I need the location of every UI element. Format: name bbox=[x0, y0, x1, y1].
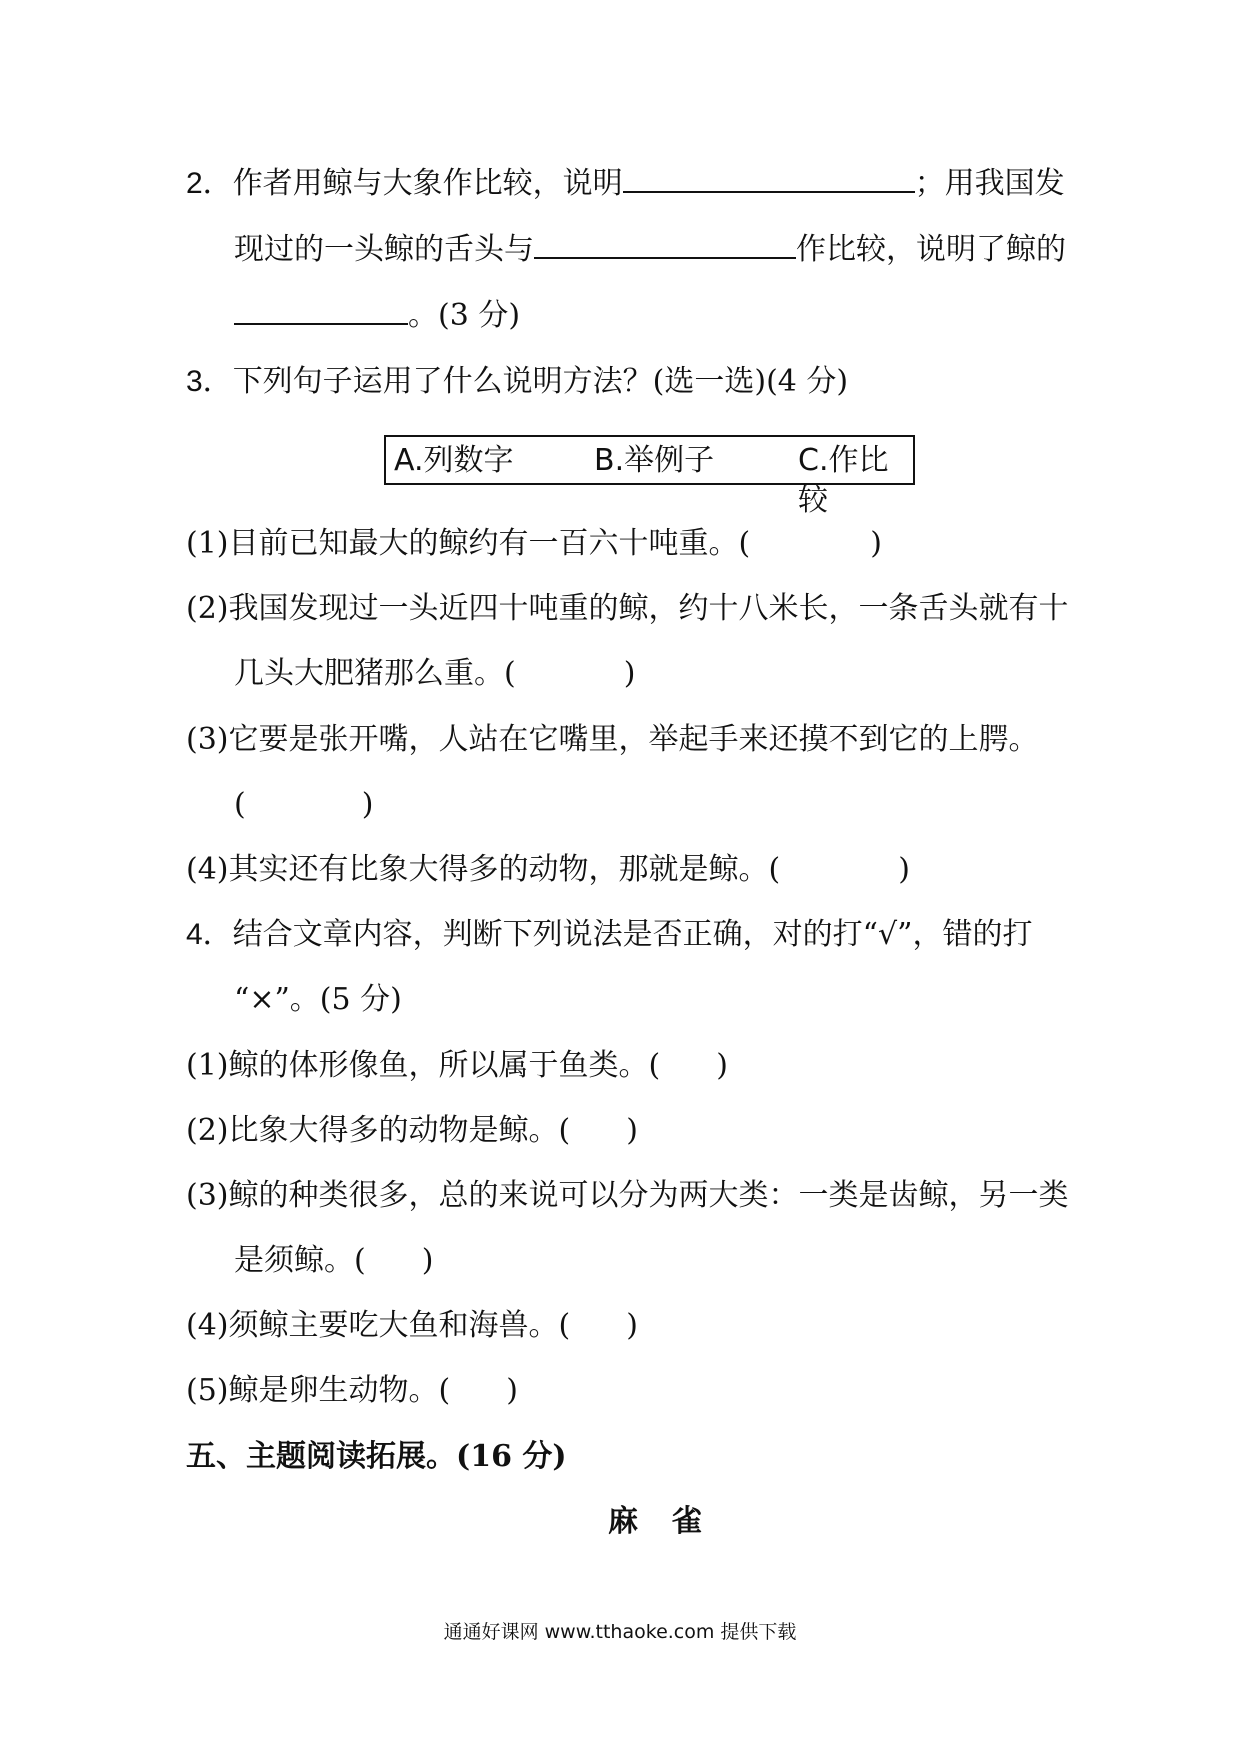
q4-item-5-close: ) bbox=[506, 1373, 518, 1408]
q3-options-box bbox=[384, 435, 915, 518]
q4-heading-1 bbox=[186, 915, 1032, 955]
q2-text-2a: 现过的一头鲸的舌头与 bbox=[234, 232, 534, 267]
q3-item-1-text: (1)目前已知最大的鲸约有一百六十吨重。( bbox=[186, 526, 751, 561]
q2-line-1 bbox=[186, 164, 1065, 204]
q4-heading-2 bbox=[234, 980, 402, 1020]
section-5-heading: 五、主题阅读拓展。(16 分) bbox=[186, 1439, 567, 1474]
q2-blank-3[interactable] bbox=[234, 297, 408, 325]
q4-text-2: “×”。(5 分) bbox=[234, 982, 402, 1017]
q3-number: 3． bbox=[186, 365, 233, 398]
q3-item-3-cont-text: ( bbox=[234, 787, 246, 822]
q4-number: 4． bbox=[186, 918, 233, 951]
q2-line-3 bbox=[234, 296, 520, 336]
q2-number: 2． bbox=[186, 167, 233, 200]
q3-item-2-cont-text: 几头大肥猪那么重。( bbox=[234, 656, 516, 691]
q2-line-2 bbox=[234, 230, 1066, 270]
q4-item-4-text: (4)须鲸主要吃大鱼和海兽。( bbox=[186, 1308, 571, 1343]
q2-text-1b: ；用我国发 bbox=[914, 166, 1065, 201]
q4-item-3-text: (3)鲸的种类很多，总的来说可以分为两大类：一类是齿鲸，另一类 bbox=[186, 1178, 1069, 1213]
q4-item-2-close: ) bbox=[626, 1113, 638, 1148]
q3-item-2-close: ) bbox=[623, 656, 636, 691]
q2-text-3b: 。(3 分) bbox=[408, 298, 521, 333]
q4-item-3 bbox=[186, 1176, 1069, 1216]
q3-item-1-close: ) bbox=[870, 526, 882, 561]
q3-item-3-cont bbox=[234, 785, 373, 825]
q4-item-3-cont-text: 是须鲸。( bbox=[234, 1243, 366, 1278]
q3-item-4-text: (4)其实还有比象大得多的动物，那就是鲸。( bbox=[186, 852, 781, 887]
q4-item-1 bbox=[186, 1046, 728, 1086]
q3-item-3-close: ) bbox=[361, 787, 374, 822]
q2-text-1a: 作者用鲸与大象作比较，说明 bbox=[232, 166, 623, 201]
q4-item-4-close: ) bbox=[626, 1308, 638, 1343]
q4-item-1-text: (1)鲸的体形像鱼，所以属于鱼类。( bbox=[186, 1048, 661, 1083]
q4-item-4 bbox=[186, 1306, 638, 1346]
q4-item-5 bbox=[186, 1371, 518, 1411]
q4-item-3-close: ) bbox=[421, 1243, 434, 1278]
passage-title: 麻雀 bbox=[608, 1504, 736, 1539]
option-b: B.举例子 bbox=[594, 443, 715, 478]
q4-item-2 bbox=[186, 1111, 638, 1151]
q2-blank-1[interactable] bbox=[623, 165, 915, 193]
q3-item-4 bbox=[186, 850, 910, 890]
option-a: A.列数字 bbox=[394, 443, 514, 478]
q4-text-1: 结合文章内容，判断下列说法是否正确，对的打“√”，错的打 bbox=[232, 917, 1033, 952]
q3-item-3 bbox=[186, 720, 1039, 760]
q3-item-1 bbox=[186, 524, 882, 564]
q3-item-3-text: (3)它要是张开嘴，人站在它嘴里，举起手来还摸不到它的上腭。 bbox=[186, 722, 1039, 757]
q3-heading bbox=[186, 362, 848, 402]
q4-item-2-text: (2)比象大得多的动物是鲸。( bbox=[186, 1113, 571, 1148]
q3-item-4-close: ) bbox=[898, 852, 910, 887]
q3-item-2-text: (2)我国发现过一头近四十吨重的鲸，约十八米长，一条舌头就有十 bbox=[186, 591, 1069, 626]
q4-item-3-cont bbox=[234, 1241, 433, 1281]
q4-item-5-text: (5)鲸是卵生动物。( bbox=[186, 1373, 451, 1408]
q3-item-2-cont bbox=[234, 654, 635, 694]
q2-text-2b: 作比较，说明了鲸的 bbox=[796, 232, 1066, 267]
q2-blank-2[interactable] bbox=[534, 231, 796, 259]
q4-item-1-close: ) bbox=[716, 1048, 728, 1083]
footer-source: 通通好课网 www.tthaoke.com 提供下载 bbox=[443, 1621, 797, 1643]
q3-text: 下列句子运用了什么说明方法？(选一选)(4 分) bbox=[232, 364, 849, 399]
option-c: C.作比较 bbox=[798, 443, 889, 518]
q3-item-2 bbox=[186, 589, 1069, 629]
